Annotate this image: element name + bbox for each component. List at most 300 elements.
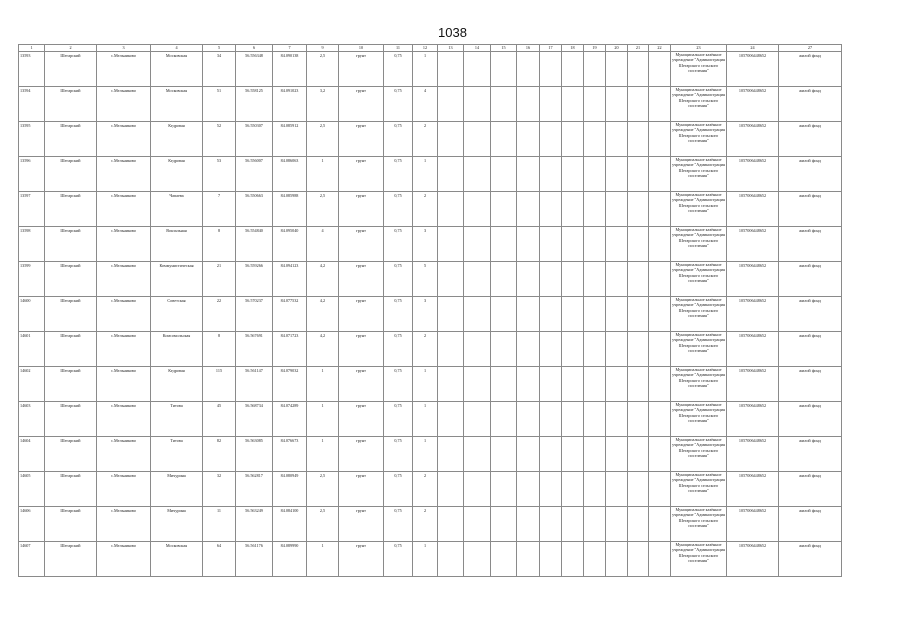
cell-id: 13593 bbox=[19, 52, 45, 87]
cell-empty bbox=[649, 402, 671, 437]
cell-len: 1 bbox=[307, 157, 339, 192]
cell-empty bbox=[517, 192, 540, 227]
cell-surface: грунт bbox=[339, 157, 384, 192]
cell-village: с.Мельниково bbox=[97, 437, 151, 472]
cell-empty bbox=[464, 402, 491, 437]
cell-lat: 56.570237 bbox=[236, 297, 273, 332]
column-header: 23 bbox=[671, 45, 727, 52]
cell-empty bbox=[491, 157, 517, 192]
cell-empty bbox=[464, 87, 491, 122]
cell-lon: 84.079032 bbox=[273, 367, 307, 402]
cell-width: 0,75 bbox=[384, 227, 413, 262]
column-header: 9 bbox=[307, 45, 339, 52]
cell-empty bbox=[562, 227, 584, 262]
cell-surface: грунт bbox=[339, 542, 384, 577]
cell-village: с.Мельниково bbox=[97, 87, 151, 122]
cell-empty bbox=[491, 402, 517, 437]
cell-empty bbox=[491, 297, 517, 332]
cell-empty bbox=[584, 297, 606, 332]
cell-house: 53 bbox=[203, 157, 236, 192]
cell-empty bbox=[540, 192, 562, 227]
cell-purpose: жилой фонд bbox=[779, 402, 842, 437]
table-row bbox=[19, 402, 842, 437]
cell-len: 1 bbox=[307, 367, 339, 402]
cell-empty bbox=[628, 542, 649, 577]
cell-empty bbox=[649, 192, 671, 227]
cell-owner: Муниципальное казённое учреждение "Администрация Шегарского сельского поселения" bbox=[671, 122, 727, 157]
cell-surface: грунт bbox=[339, 332, 384, 367]
cell-id: 14605 bbox=[19, 472, 45, 507]
cell-empty bbox=[464, 507, 491, 542]
cell-empty bbox=[540, 402, 562, 437]
cell-lon: 84.080949 bbox=[273, 472, 307, 507]
cell-empty bbox=[584, 262, 606, 297]
cell-street: Вокзальная bbox=[151, 227, 203, 262]
cell-ogrn: 1057006448652 bbox=[727, 542, 779, 577]
cell-empty bbox=[540, 157, 562, 192]
cell-empty bbox=[606, 122, 628, 157]
cell-id: 14607 bbox=[19, 542, 45, 577]
cell-empty bbox=[464, 122, 491, 157]
column-header: 3 bbox=[97, 45, 151, 52]
cell-street: Кедровая bbox=[151, 367, 203, 402]
cell-owner: Муниципальное казённое учреждение "Администрация Шегарского сельского поселения" bbox=[671, 192, 727, 227]
cell-count: 1 bbox=[413, 52, 438, 87]
cell-width: 0,75 bbox=[384, 402, 413, 437]
cell-count: 2 bbox=[413, 507, 438, 542]
column-header: 18 bbox=[562, 45, 584, 52]
cell-empty bbox=[540, 437, 562, 472]
cell-owner: Муниципальное казённое учреждение "Администрация Шегарского сельского поселения" bbox=[671, 332, 727, 367]
cell-len: 1 bbox=[307, 542, 339, 577]
cell-purpose: жилой фонд bbox=[779, 262, 842, 297]
cell-empty bbox=[540, 367, 562, 402]
cell-empty bbox=[562, 157, 584, 192]
cell-empty bbox=[628, 297, 649, 332]
cell-empty bbox=[649, 437, 671, 472]
cell-empty bbox=[540, 507, 562, 542]
cell-empty bbox=[584, 367, 606, 402]
cell-lat: 56.558125 bbox=[236, 87, 273, 122]
cell-empty bbox=[438, 542, 464, 577]
cell-house: 82 bbox=[203, 437, 236, 472]
cell-empty bbox=[540, 52, 562, 87]
cell-street: Московская bbox=[151, 52, 203, 87]
cell-lat: 56.556007 bbox=[236, 157, 273, 192]
cell-street: Мичурина bbox=[151, 507, 203, 542]
cell-empty bbox=[562, 367, 584, 402]
cell-ogrn: 1057006448652 bbox=[727, 262, 779, 297]
cell-empty bbox=[491, 87, 517, 122]
cell-street: Комсомольская bbox=[151, 332, 203, 367]
cell-id: 13594 bbox=[19, 87, 45, 122]
column-header: 6 bbox=[236, 45, 273, 52]
cell-house: 52 bbox=[203, 122, 236, 157]
cell-count: 3 bbox=[413, 297, 438, 332]
cell-empty bbox=[491, 472, 517, 507]
cell-empty bbox=[464, 52, 491, 87]
cell-empty bbox=[649, 472, 671, 507]
cell-empty bbox=[562, 332, 584, 367]
table-row bbox=[19, 262, 842, 297]
cell-empty bbox=[562, 122, 584, 157]
cell-id: 13596 bbox=[19, 157, 45, 192]
table-row bbox=[19, 87, 842, 122]
cell-empty bbox=[438, 507, 464, 542]
cell-lon: 84.095040 bbox=[273, 227, 307, 262]
cell-empty bbox=[628, 122, 649, 157]
cell-width: 0,75 bbox=[384, 262, 413, 297]
cell-empty bbox=[540, 227, 562, 262]
cell-empty bbox=[606, 227, 628, 262]
cell-lat: 56.567691 bbox=[236, 332, 273, 367]
cell-empty bbox=[438, 157, 464, 192]
cell-empty bbox=[491, 367, 517, 402]
cell-street: Титова bbox=[151, 402, 203, 437]
cell-count: 2 bbox=[413, 472, 438, 507]
cell-ogrn: 1057006448652 bbox=[727, 87, 779, 122]
cell-empty bbox=[628, 262, 649, 297]
cell-count: 2 bbox=[413, 332, 438, 367]
cell-count: 2 bbox=[413, 122, 438, 157]
cell-empty bbox=[540, 297, 562, 332]
cell-empty bbox=[464, 227, 491, 262]
cell-id: 14603 bbox=[19, 402, 45, 437]
cell-empty bbox=[464, 297, 491, 332]
cell-ogrn: 1057006448652 bbox=[727, 192, 779, 227]
column-header: 20 bbox=[606, 45, 628, 52]
cell-count: 1 bbox=[413, 542, 438, 577]
cell-empty bbox=[464, 472, 491, 507]
cell-len: 2,5 bbox=[307, 507, 339, 542]
cell-street: Мичурина bbox=[151, 472, 203, 507]
header-row bbox=[19, 45, 842, 52]
cell-width: 0,75 bbox=[384, 157, 413, 192]
cell-id: 14600 bbox=[19, 297, 45, 332]
cell-purpose: жилой фонд bbox=[779, 227, 842, 262]
cell-house: 7 bbox=[203, 192, 236, 227]
cell-empty bbox=[517, 507, 540, 542]
cell-surface: грунт bbox=[339, 192, 384, 227]
cell-lat: 56.561176 bbox=[236, 542, 273, 577]
cell-purpose: жилой фонд bbox=[779, 157, 842, 192]
cell-empty bbox=[562, 507, 584, 542]
cell-street: Титова bbox=[151, 437, 203, 472]
cell-owner: Муниципальное казённое учреждение "Администрация Шегарского сельского поселения" bbox=[671, 367, 727, 402]
cell-lat: 56.563085 bbox=[236, 437, 273, 472]
cell-empty bbox=[540, 542, 562, 577]
cell-width: 0,75 bbox=[384, 367, 413, 402]
cell-village: с.Мельниково bbox=[97, 472, 151, 507]
cell-width: 0,75 bbox=[384, 122, 413, 157]
cell-surface: грунт bbox=[339, 472, 384, 507]
cell-lon: 84.074289 bbox=[273, 402, 307, 437]
table-row bbox=[19, 297, 842, 332]
cell-empty bbox=[491, 122, 517, 157]
table-row bbox=[19, 437, 842, 472]
cell-house: 11 bbox=[203, 507, 236, 542]
cell-lon: 84.091023 bbox=[273, 87, 307, 122]
cell-id: 14601 bbox=[19, 332, 45, 367]
cell-owner: Муниципальное казённое учреждение "Администрация Шегарского сельского поселения" bbox=[671, 507, 727, 542]
cell-surface: грунт bbox=[339, 507, 384, 542]
cell-empty bbox=[562, 192, 584, 227]
cell-count: 1 bbox=[413, 367, 438, 402]
cell-street: Московская bbox=[151, 87, 203, 122]
column-header: 19 bbox=[584, 45, 606, 52]
cell-empty bbox=[562, 262, 584, 297]
column-header: 5 bbox=[203, 45, 236, 52]
cell-lon: 84.090138 bbox=[273, 52, 307, 87]
cell-empty bbox=[584, 192, 606, 227]
cell-empty bbox=[540, 262, 562, 297]
cell-district: Шегарский bbox=[45, 122, 97, 157]
cell-purpose: жилой фонд bbox=[779, 122, 842, 157]
table-row bbox=[19, 332, 842, 367]
cell-width: 0,75 bbox=[384, 437, 413, 472]
cell-id: 14606 bbox=[19, 507, 45, 542]
cell-count: 2 bbox=[413, 192, 438, 227]
cell-empty bbox=[464, 542, 491, 577]
cell-empty bbox=[540, 332, 562, 367]
cell-empty bbox=[606, 332, 628, 367]
cell-lat: 56.550307 bbox=[236, 122, 273, 157]
cell-empty bbox=[540, 87, 562, 122]
cell-id: 13599 bbox=[19, 262, 45, 297]
cell-empty bbox=[562, 402, 584, 437]
cell-empty bbox=[606, 437, 628, 472]
page-number: 1038 bbox=[438, 25, 467, 40]
cell-village: с.Мельниково bbox=[97, 332, 151, 367]
cell-count: 4 bbox=[413, 87, 438, 122]
cell-empty bbox=[517, 157, 540, 192]
cell-empty bbox=[491, 542, 517, 577]
cell-ogrn: 1057006448652 bbox=[727, 122, 779, 157]
column-header: 7 bbox=[273, 45, 307, 52]
cell-empty bbox=[562, 472, 584, 507]
cell-len: 4,2 bbox=[307, 332, 339, 367]
cell-empty bbox=[584, 437, 606, 472]
cell-empty bbox=[628, 227, 649, 262]
cell-empty bbox=[438, 332, 464, 367]
cell-empty bbox=[606, 367, 628, 402]
cell-empty bbox=[491, 52, 517, 87]
cell-house: 51 bbox=[203, 87, 236, 122]
cell-empty bbox=[540, 472, 562, 507]
cell-empty bbox=[628, 472, 649, 507]
cell-house: 22 bbox=[203, 297, 236, 332]
cell-empty bbox=[584, 402, 606, 437]
cell-lat: 56.562817 bbox=[236, 472, 273, 507]
cell-empty bbox=[517, 262, 540, 297]
cell-district: Шегарский bbox=[45, 157, 97, 192]
cell-lat: 56.550663 bbox=[236, 192, 273, 227]
cell-empty bbox=[491, 332, 517, 367]
cell-empty bbox=[438, 122, 464, 157]
cell-empty bbox=[438, 367, 464, 402]
cell-house: 8 bbox=[203, 227, 236, 262]
cell-lon: 84.085988 bbox=[273, 192, 307, 227]
cell-empty bbox=[606, 87, 628, 122]
cell-lon: 84.071723 bbox=[273, 332, 307, 367]
cell-house: 34 bbox=[203, 52, 236, 87]
cell-lat: 56.563249 bbox=[236, 507, 273, 542]
cell-village: с.Мельниково bbox=[97, 52, 151, 87]
table-row bbox=[19, 157, 842, 192]
cell-empty bbox=[628, 507, 649, 542]
table-row bbox=[19, 367, 842, 402]
cell-empty bbox=[517, 542, 540, 577]
cell-empty bbox=[438, 227, 464, 262]
cell-empty bbox=[517, 227, 540, 262]
cell-purpose: жилой фонд bbox=[779, 52, 842, 87]
cell-width: 0,75 bbox=[384, 507, 413, 542]
cell-owner: Муниципальное казённое учреждение "Администрация Шегарского сельского поселения" bbox=[671, 157, 727, 192]
cell-empty bbox=[584, 332, 606, 367]
cell-empty bbox=[628, 437, 649, 472]
cell-empty bbox=[584, 542, 606, 577]
cell-empty bbox=[606, 542, 628, 577]
cell-owner: Муниципальное казённое учреждение "Администрация Шегарского сельского поселения" bbox=[671, 87, 727, 122]
cell-empty bbox=[606, 262, 628, 297]
cell-ogrn: 1057006448652 bbox=[727, 507, 779, 542]
cell-empty bbox=[517, 472, 540, 507]
column-header: 11 bbox=[384, 45, 413, 52]
cell-empty bbox=[491, 227, 517, 262]
cell-empty bbox=[606, 52, 628, 87]
cell-street: Московская bbox=[151, 542, 203, 577]
cell-street: Советская bbox=[151, 297, 203, 332]
cell-count: 5 bbox=[413, 262, 438, 297]
cell-purpose: жилой фонд bbox=[779, 437, 842, 472]
cell-lon: 84.086063 bbox=[273, 157, 307, 192]
cell-district: Шегарский bbox=[45, 192, 97, 227]
cell-surface: грунт bbox=[339, 367, 384, 402]
cell-count: 1 bbox=[413, 437, 438, 472]
cell-ogrn: 1057006448652 bbox=[727, 437, 779, 472]
cell-purpose: жилой фонд bbox=[779, 367, 842, 402]
cell-empty bbox=[438, 52, 464, 87]
cell-district: Шегарский bbox=[45, 227, 97, 262]
cell-surface: грунт bbox=[339, 87, 384, 122]
table-row bbox=[19, 507, 842, 542]
cell-empty bbox=[606, 192, 628, 227]
column-header: 27 bbox=[779, 45, 842, 52]
column-header: 17 bbox=[540, 45, 562, 52]
cell-village: с.Мельниково bbox=[97, 192, 151, 227]
cell-street: Кедровая bbox=[151, 122, 203, 157]
cell-house: 32 bbox=[203, 472, 236, 507]
cell-district: Шегарский bbox=[45, 437, 97, 472]
cell-ogrn: 1057006448652 bbox=[727, 157, 779, 192]
cell-empty bbox=[517, 437, 540, 472]
cell-lat: 56.559266 bbox=[236, 262, 273, 297]
column-header: 1 bbox=[19, 45, 45, 52]
cell-lon: 84.089990 bbox=[273, 542, 307, 577]
cell-empty bbox=[649, 52, 671, 87]
cell-house: 21 bbox=[203, 262, 236, 297]
cell-empty bbox=[517, 52, 540, 87]
cell-surface: грунт bbox=[339, 52, 384, 87]
column-header: 14 bbox=[464, 45, 491, 52]
cell-house: 8 bbox=[203, 332, 236, 367]
cell-empty bbox=[628, 87, 649, 122]
cell-empty bbox=[562, 87, 584, 122]
cell-empty bbox=[438, 472, 464, 507]
cell-len: 1 bbox=[307, 437, 339, 472]
cell-empty bbox=[606, 402, 628, 437]
column-header: 21 bbox=[628, 45, 649, 52]
cell-id: 13597 bbox=[19, 192, 45, 227]
cell-purpose: жилой фонд bbox=[779, 472, 842, 507]
cell-house: 64 bbox=[203, 542, 236, 577]
column-header: 24 bbox=[727, 45, 779, 52]
cell-ogrn: 1057006448652 bbox=[727, 402, 779, 437]
cell-count: 1 bbox=[413, 157, 438, 192]
cell-district: Шегарский bbox=[45, 507, 97, 542]
cell-empty bbox=[562, 297, 584, 332]
cell-empty bbox=[584, 507, 606, 542]
cell-empty bbox=[517, 367, 540, 402]
cell-id: 14604 bbox=[19, 437, 45, 472]
cell-len: 4,2 bbox=[307, 262, 339, 297]
cell-width: 0,75 bbox=[384, 192, 413, 227]
cell-empty bbox=[562, 542, 584, 577]
cell-lon: 84.084100 bbox=[273, 507, 307, 542]
cell-surface: грунт bbox=[339, 402, 384, 437]
cell-purpose: жилой фонд bbox=[779, 332, 842, 367]
cell-village: с.Мельниково bbox=[97, 122, 151, 157]
cell-empty bbox=[438, 402, 464, 437]
cell-owner: Муниципальное казённое учреждение "Администрация Шегарского сельского поселения" bbox=[671, 297, 727, 332]
cell-empty bbox=[562, 437, 584, 472]
cell-empty bbox=[628, 367, 649, 402]
cell-count: 3 bbox=[413, 227, 438, 262]
cell-empty bbox=[438, 262, 464, 297]
cell-empty bbox=[649, 542, 671, 577]
cell-purpose: жилой фонд bbox=[779, 542, 842, 577]
cell-width: 0,75 bbox=[384, 472, 413, 507]
cell-empty bbox=[438, 437, 464, 472]
column-header: 16 bbox=[517, 45, 540, 52]
cell-village: с.Мельниково bbox=[97, 227, 151, 262]
cell-empty bbox=[517, 297, 540, 332]
cell-empty bbox=[606, 297, 628, 332]
cell-empty bbox=[649, 87, 671, 122]
table-row bbox=[19, 122, 842, 157]
cell-id: 13598 bbox=[19, 227, 45, 262]
cell-surface: грунт bbox=[339, 262, 384, 297]
cell-lon: 84.076673 bbox=[273, 437, 307, 472]
cell-district: Шегарский bbox=[45, 402, 97, 437]
cell-district: Шегарский bbox=[45, 262, 97, 297]
cell-empty bbox=[464, 262, 491, 297]
cell-empty bbox=[517, 87, 540, 122]
cell-width: 0,75 bbox=[384, 332, 413, 367]
cell-empty bbox=[584, 122, 606, 157]
cell-empty bbox=[649, 227, 671, 262]
cell-empty bbox=[628, 157, 649, 192]
cell-village: с.Мельниково bbox=[97, 367, 151, 402]
cell-empty bbox=[628, 192, 649, 227]
cell-empty bbox=[628, 402, 649, 437]
cell-house: 115 bbox=[203, 367, 236, 402]
cell-empty bbox=[438, 192, 464, 227]
column-header: 22 bbox=[649, 45, 671, 52]
cell-owner: Муниципальное казённое учреждение "Администрация Шегарского сельского поселения" bbox=[671, 52, 727, 87]
cell-empty bbox=[606, 157, 628, 192]
cell-owner: Муниципальное казённое учреждение "Администрация Шегарского сельского поселения" bbox=[671, 437, 727, 472]
